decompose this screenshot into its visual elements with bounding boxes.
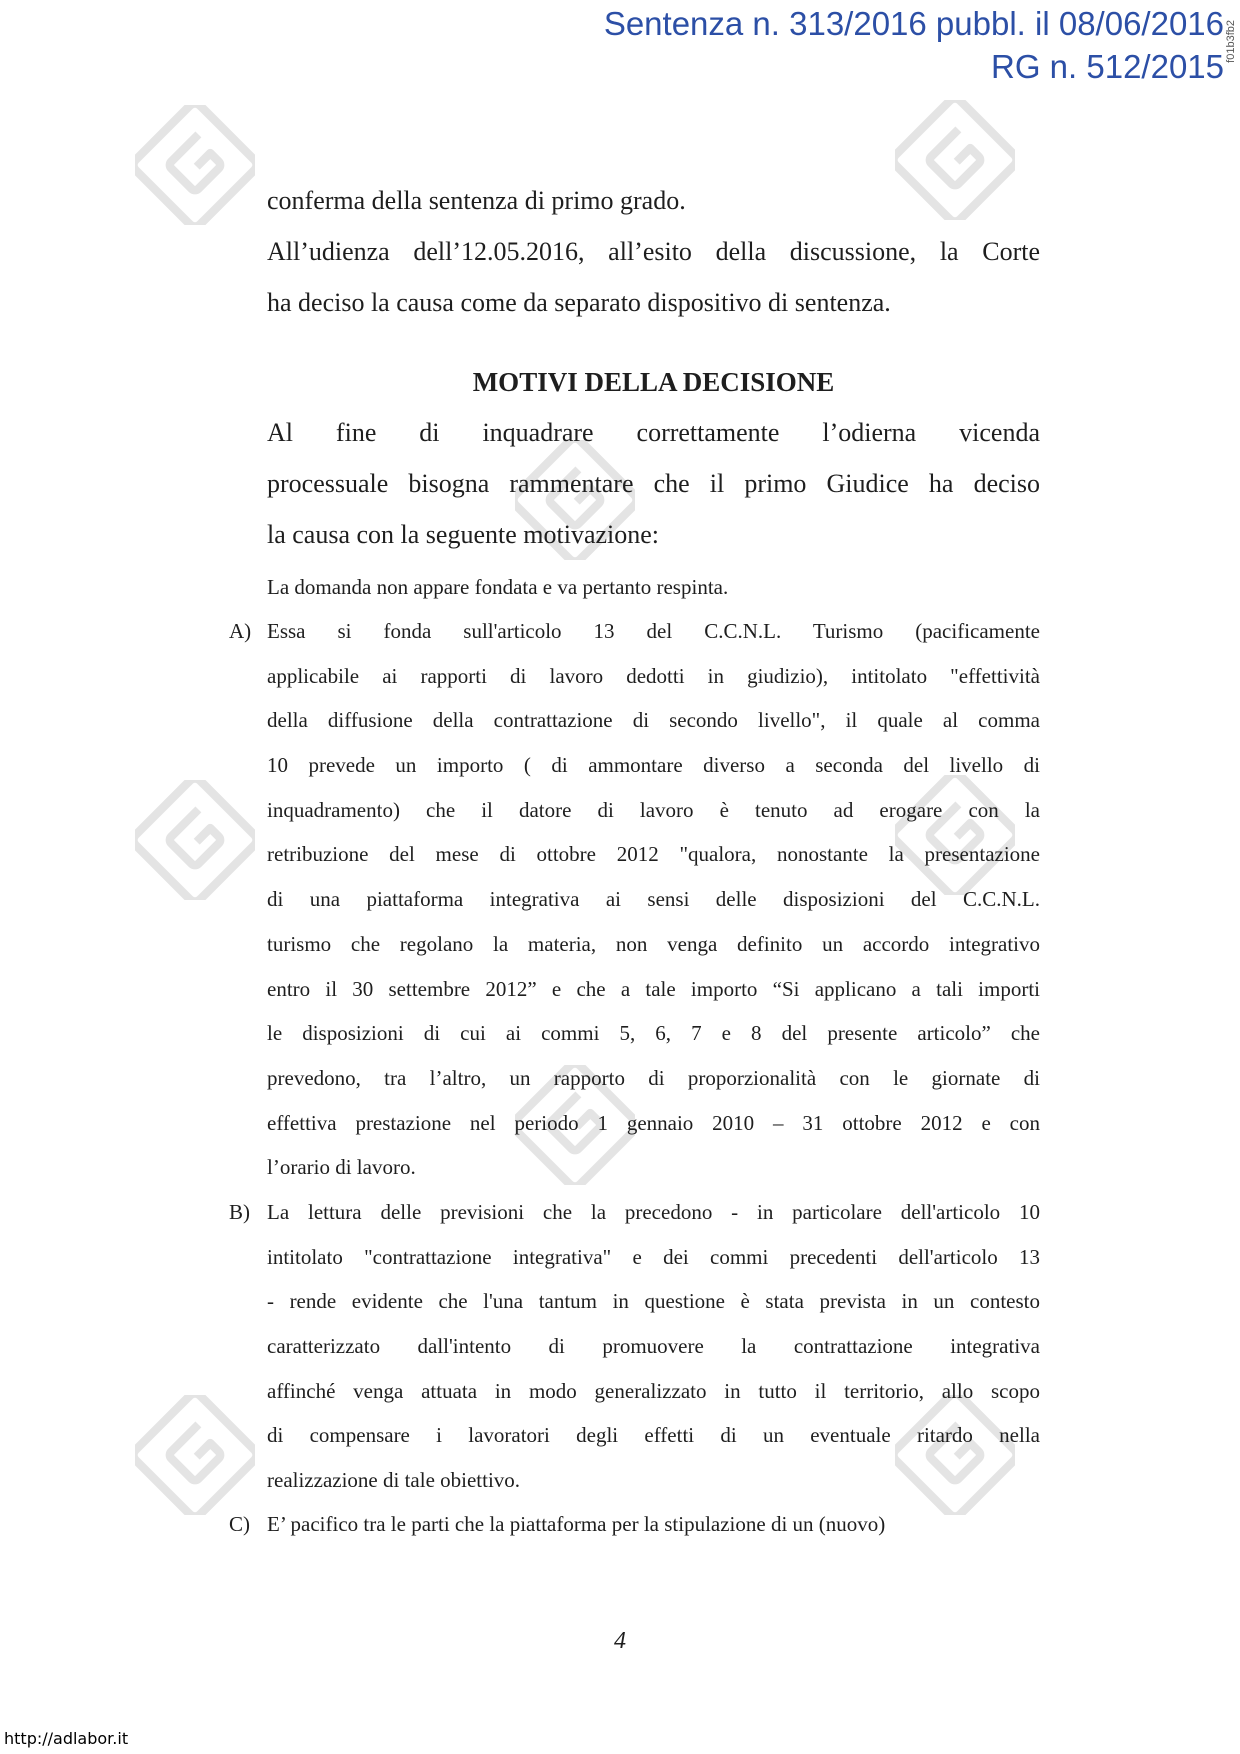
quote-item-c-line: E’ pacifico tra le parti che la piattaforma per la stipulazione di un (nuovo) [267,1512,886,1536]
footer-url: http://adlabor.it [4,1729,129,1748]
paragraph-hearing-line-1: All’udienza dell’12.05.2016, all’esito della discussione, la Corte [267,237,1040,266]
quote-item-a-line: inquadramento) che il datore di lavoro è tenuto ad erogare con la [267,797,1040,822]
stamp-sentence-line: Sentenza n. 313/2016 pubbl. il 08/06/2016 [603,5,1224,42]
quote-item-b-line: realizzazione di tale obiettivo. [267,1468,521,1493]
g-logo-watermark-icon [135,1395,255,1515]
quote-item-a-line: 10 prevede un importo ( di ammontare diverso a seconda del livello di [267,753,1040,778]
quote-intro [267,565,1040,610]
quote-item-c [267,1502,1040,1547]
item-marker-b: B) [229,1200,250,1224]
quote-item-b-line: di compensare i lavoratori degli effetti di un eventuale ritardo nella [267,1423,1040,1448]
paragraph-hearing-line-2: ha deciso la causa come da separato dispositivo di sentenza. [267,288,891,317]
page-number: 4 [614,1628,626,1654]
quote-item-a-line: di una piattaforma integrativa ai sensi delle disposizioni del C.C.N.L. [267,887,1040,912]
stamp-code: f01b3fb2 [1225,20,1237,63]
item-marker-c: C) [229,1512,250,1536]
section-heading: MOTIVI DELLA DECISIONE [472,367,835,397]
paragraph-motives-line-2: processuale bisogna rammentare che il primo Giudice ha deciso [267,469,1040,498]
quote-item-a-line: turismo che regolano la materia, non venga definito un accordo integrativo [267,931,1040,956]
publication-stamp [604,2,1224,88]
quote-intro-text: La domanda non appare fondata e va pertanto respinta. [267,575,729,599]
quote-item-b-line: intitolato "contrattazione integrativa" e dei commi precedenti dell'articolo 13 [267,1244,1040,1269]
quote-item-b [267,1190,1040,1503]
g-logo-watermark-icon [135,780,255,900]
paragraph-motives-line-1: Al fine di inquadrare correttamente l’odierna vicenda [267,418,1040,447]
quote-item-a-line: prevedono, tra l’altro, un rapporto di proporzionalità con le giornate di [267,1065,1040,1090]
quote-item-a-line: entro il 30 settembre 2012” e che a tale importo “Si applicano a tali importi [267,976,1040,1001]
paragraph-motives-line-3: la causa con la seguente motivazione: [267,520,660,549]
item-marker-a: A) [229,619,252,643]
quote-item-a-line: Essa si fonda sull'articolo 13 del C.C.N.L. Turismo (pacificamente [267,619,1040,643]
g-logo-watermark-icon [135,105,255,225]
quote-item-b-line: La lettura delle previsioni che la precedono - in particolare dell'articolo 10 [267,1200,1040,1224]
quote-item-b-line: - rende evidente che l'una tantum in questione è stata prevista in un contesto [267,1289,1040,1314]
quote-item-a-line: le disposizioni di cui ai commi 5, 6, 7 e 8 del presente articolo” che [267,1021,1040,1046]
quote-item-a-line: effettiva prestazione nel periodo 1 gennaio 2010 – 31 ottobre 2012 e con [267,1110,1040,1135]
quote-item-b-line: affinché venga attuata in modo generalizzato in tutto il territorio, allo scopo [267,1378,1040,1403]
quote-item-b-line: caratterizzato dall'intento di promuovere la contrattazione integrativa [267,1334,1040,1359]
quote-item-a-line: applicabile ai rapporti di lavoro dedotti in giudizio), intitolato "effettività [267,663,1040,688]
quote-item-a-line: della diffusione della contrattazione di secondo livello", il quale al comma [267,708,1040,733]
quote-item-a-line: l’orario di lavoro. [267,1155,416,1180]
quote-item-a [267,609,1040,1190]
stamp-rg-line: RG n. 512/2015 [991,48,1224,85]
quote-item-a-line: retribuzione del mese di ottobre 2012 "qualora, nonostante la presentazione [267,842,1040,867]
paragraph-confirmation: conferma della sentenza di primo grado. [267,186,686,215]
